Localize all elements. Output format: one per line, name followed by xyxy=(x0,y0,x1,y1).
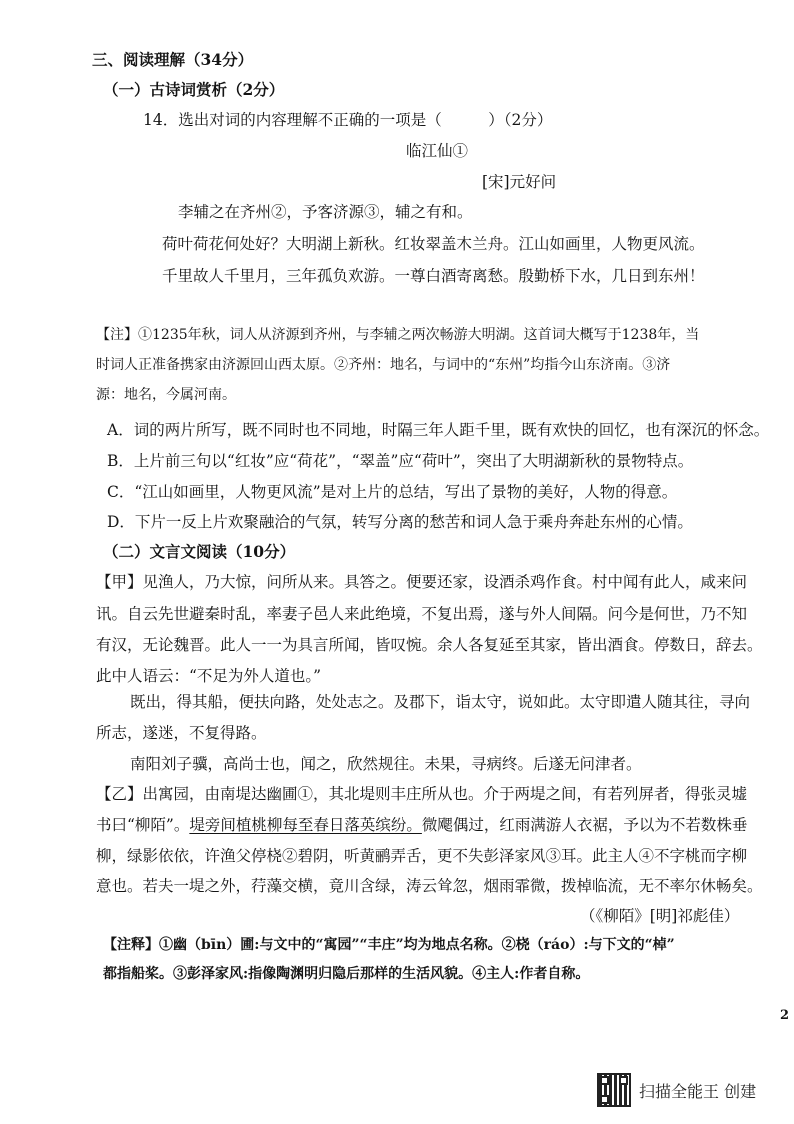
part2-title: （二）文言文阅读（10分） xyxy=(103,542,296,561)
jia-line-4: 此中人语云：“不足为外人道也。” xyxy=(96,667,322,685)
qr-code-icon xyxy=(597,1073,631,1107)
yi-line-2-post: 微飔偶过，红雨满游人衣裾，予以为不若数株垂 xyxy=(421,816,748,834)
poem-preface: 李辅之在齐州②，予客济源③，辅之有和。 xyxy=(178,203,473,221)
page-number: 2 xyxy=(780,1008,790,1023)
question-14-stem: 14．选出对词的内容理解不正确的一项是（ ）（2分） xyxy=(143,111,553,129)
jia-para2-line-2: 所志，遂迷，不复得路。 xyxy=(96,724,267,742)
section-title: 三、阅读理解（34分） xyxy=(92,50,254,69)
jia-para2-line-1: 既出，得其船，便扶向路，处处志之。及郡下，诣太守，说如此。太守即遣人随其往，寻向 xyxy=(130,693,751,711)
poem-note-line-1: 【注】①1235年秋，词人从济源到齐州，与李辅之两次畅游大明湖。这首词大概写于1238年，当 xyxy=(96,327,700,343)
poem-author: [宋]元好问 xyxy=(482,173,557,191)
jia-line-2: 讯。自云先世避秦时乱，率妻子邑人来此绝境，不复出焉，遂与外人间隔。问今是何世，乃不知 xyxy=(96,605,748,623)
option-d: D．下片一反上片欢聚融洽的气氛，转写分离的愁苦和词人急于乘舟奔赴东州的心情。 xyxy=(107,513,693,531)
option-b: B．上片前三句以“红妆”应“荷花”，“翠盖”应“荷叶”，突出了大明湖新秋的景物特点。 xyxy=(107,452,694,470)
watermark-brand: 扫描全能王 创建 xyxy=(639,1081,757,1101)
yi-line-2-pre: 书曰“柳陌”。 xyxy=(96,816,190,834)
poem-title: 临江仙① xyxy=(406,142,469,160)
poem-note-line-2: 时词人正准备携家由济源回山西太原。②齐州：地名，与词中的“东州”均指今山东济南。③济 xyxy=(96,357,671,373)
yi-line-4: 意也。若夫一堤之外，荇藻交横，竟川含绿，涛云耸忽，烟雨霏微，拨棹临流，无不率尔休畅矣。 xyxy=(96,877,763,895)
yi-underlined-sentence: 堤旁间植桃柳每至春日落英缤纷。 xyxy=(189,816,422,834)
option-a: A．词的两片所写，既不同时也不同地，时隔三年人距千里，既有欢快的回忆，也有深沉的怀念。 xyxy=(107,421,770,439)
yi-source: （《柳陌》[明]祁彪佳） xyxy=(580,907,740,925)
jia-line-3: 有汉，无论魏晋。此人一一为具言所闻，皆叹惋。余人各复延至其家，皆出酒食。停数日，辞去。 xyxy=(96,636,763,654)
scanner-watermark xyxy=(597,1073,756,1107)
poem-line-2: 千里故人千里月，三年孤负欢游。一尊白酒寄离愁。殷勤桥下水，几日到东州！ xyxy=(162,267,705,285)
jia-para3: 南阳刘子骥，高尚士也，闻之，欣然规往。未果，寻病终。后遂无问津者。 xyxy=(130,755,642,773)
option-c: C．“江山如画里，人物更风流”是对上片的总结，写出了景物的美好，人物的得意。 xyxy=(107,483,678,501)
poem-note-line-3: 源：地名，今属河南。 xyxy=(96,387,236,403)
yi-line-2 xyxy=(96,815,747,835)
jia-line-1: 【甲】见渔人，乃大惊，问所从来。具答之。便要还家，设酒杀鸡作食。村中闻有此人，咸来问 xyxy=(96,573,748,591)
yi-line-1: 【乙】出寓园，由南堤达幽圃①，其北堤则丰庄所从也。介于两堤之间，有若列屏者，得张灵墟 xyxy=(96,785,748,803)
poem-line-1: 荷叶荷花何处好？大明湖上新秋。红妆翠盖木兰舟。江山如画里，人物更风流。 xyxy=(162,235,705,253)
yi-line-3: 柳，绿影依依，许渔父停桡②碧阴，听黄鹂弄舌，更不失彭泽家风③耳。此主人④不字桃而字柳 xyxy=(96,847,748,865)
wenyan-note-line-1: 【注释】①幽（bīn）圃:与文中的“寓园”“丰庄”均为地点名称。②桡（ráo）:与下文的“棹” xyxy=(103,937,675,953)
part1-title: （一）古诗词赏析（2分） xyxy=(103,80,285,99)
wenyan-note-line-2: 都指船桨。③彭泽家风:指像陶渊明归隐后那样的生活风貌。④主人:作者自称。 xyxy=(103,966,590,982)
